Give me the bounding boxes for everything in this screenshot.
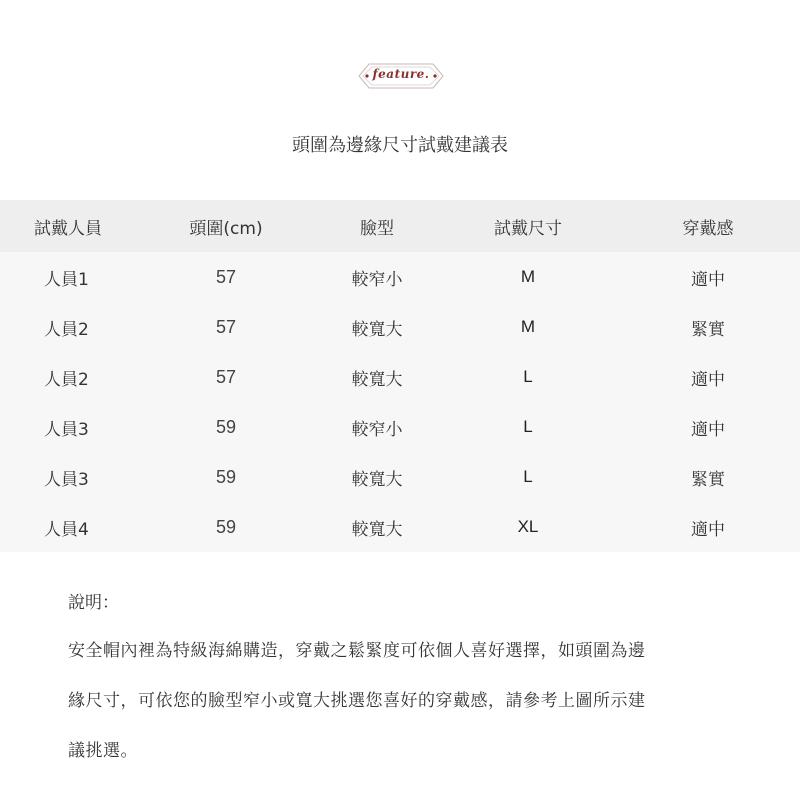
cell-wearing-feel: 適中 xyxy=(606,502,800,552)
cell-face-shape: 較寬大 xyxy=(304,452,450,502)
feature-badge xyxy=(355,58,447,94)
cell-wearing-feel: 適中 xyxy=(606,352,800,402)
cell-face-shape: 較寬大 xyxy=(304,302,450,352)
page-title: 頭圍為邊緣尺寸試戴建議表 xyxy=(292,135,508,156)
table-row xyxy=(0,452,800,502)
cell-wearing-feel: 緊實 xyxy=(606,452,800,502)
table-row xyxy=(0,352,800,402)
cell-head-circumference: 57 xyxy=(148,302,304,352)
feature-badge-label: feature. xyxy=(372,67,430,81)
cell-face-shape: 較寬大 xyxy=(304,352,450,402)
cell-wearing-feel: 適中 xyxy=(606,402,800,452)
cell-tester: 人員3 xyxy=(0,452,148,502)
notes-heading: 說明： xyxy=(68,593,119,613)
cell-head-circumference: 59 xyxy=(148,452,304,502)
header-tester: 試戴人員 xyxy=(0,200,148,252)
cell-head-circumference: 57 xyxy=(148,252,304,302)
cell-face-shape: 較窄小 xyxy=(304,252,450,302)
table-row xyxy=(0,302,800,352)
cell-tester: 人員1 xyxy=(0,252,148,302)
header-head-circumference: 頭圍(cm) xyxy=(148,200,304,252)
header-face-shape: 臉型 xyxy=(304,200,450,252)
table-row xyxy=(0,502,800,552)
cell-tester: 人員3 xyxy=(0,402,148,452)
cell-wearing-feel: 適中 xyxy=(606,252,800,302)
cell-trial-size: M xyxy=(450,302,606,352)
cell-face-shape: 較窄小 xyxy=(304,402,450,452)
header-trial-size: 試戴尺寸 xyxy=(450,200,606,252)
notes-section xyxy=(68,588,738,786)
cell-trial-size: L xyxy=(450,452,606,502)
cell-tester: 人員2 xyxy=(0,302,148,352)
cell-head-circumference: 59 xyxy=(148,402,304,452)
cell-tester: 人員4 xyxy=(0,502,148,552)
header-wearing-feel: 穿戴感 xyxy=(606,200,800,252)
table-row xyxy=(0,252,800,302)
table-row xyxy=(0,402,800,452)
size-recommendation-table xyxy=(0,200,800,552)
cell-head-circumference: 59 xyxy=(148,502,304,552)
notes-line: 議挑選。 xyxy=(68,741,138,761)
table-header-row xyxy=(0,200,800,252)
cell-head-circumference: 57 xyxy=(148,352,304,402)
cell-trial-size: L xyxy=(450,402,606,452)
cell-wearing-feel: 緊實 xyxy=(606,302,800,352)
cell-tester: 人員2 xyxy=(0,352,148,402)
cell-face-shape: 較寬大 xyxy=(304,502,450,552)
cell-trial-size: XL xyxy=(450,502,606,552)
cell-trial-size: L xyxy=(450,352,606,402)
notes-line: 緣尺寸，可依您的臉型窄小或寬大挑選您喜好的穿戴感，請參考上圖所示建 xyxy=(68,691,646,711)
cell-trial-size: M xyxy=(450,252,606,302)
notes-line: 安全帽內裡為特級海綿購造，穿戴之鬆緊度可依個人喜好選擇，如頭圍為邊 xyxy=(68,641,646,661)
